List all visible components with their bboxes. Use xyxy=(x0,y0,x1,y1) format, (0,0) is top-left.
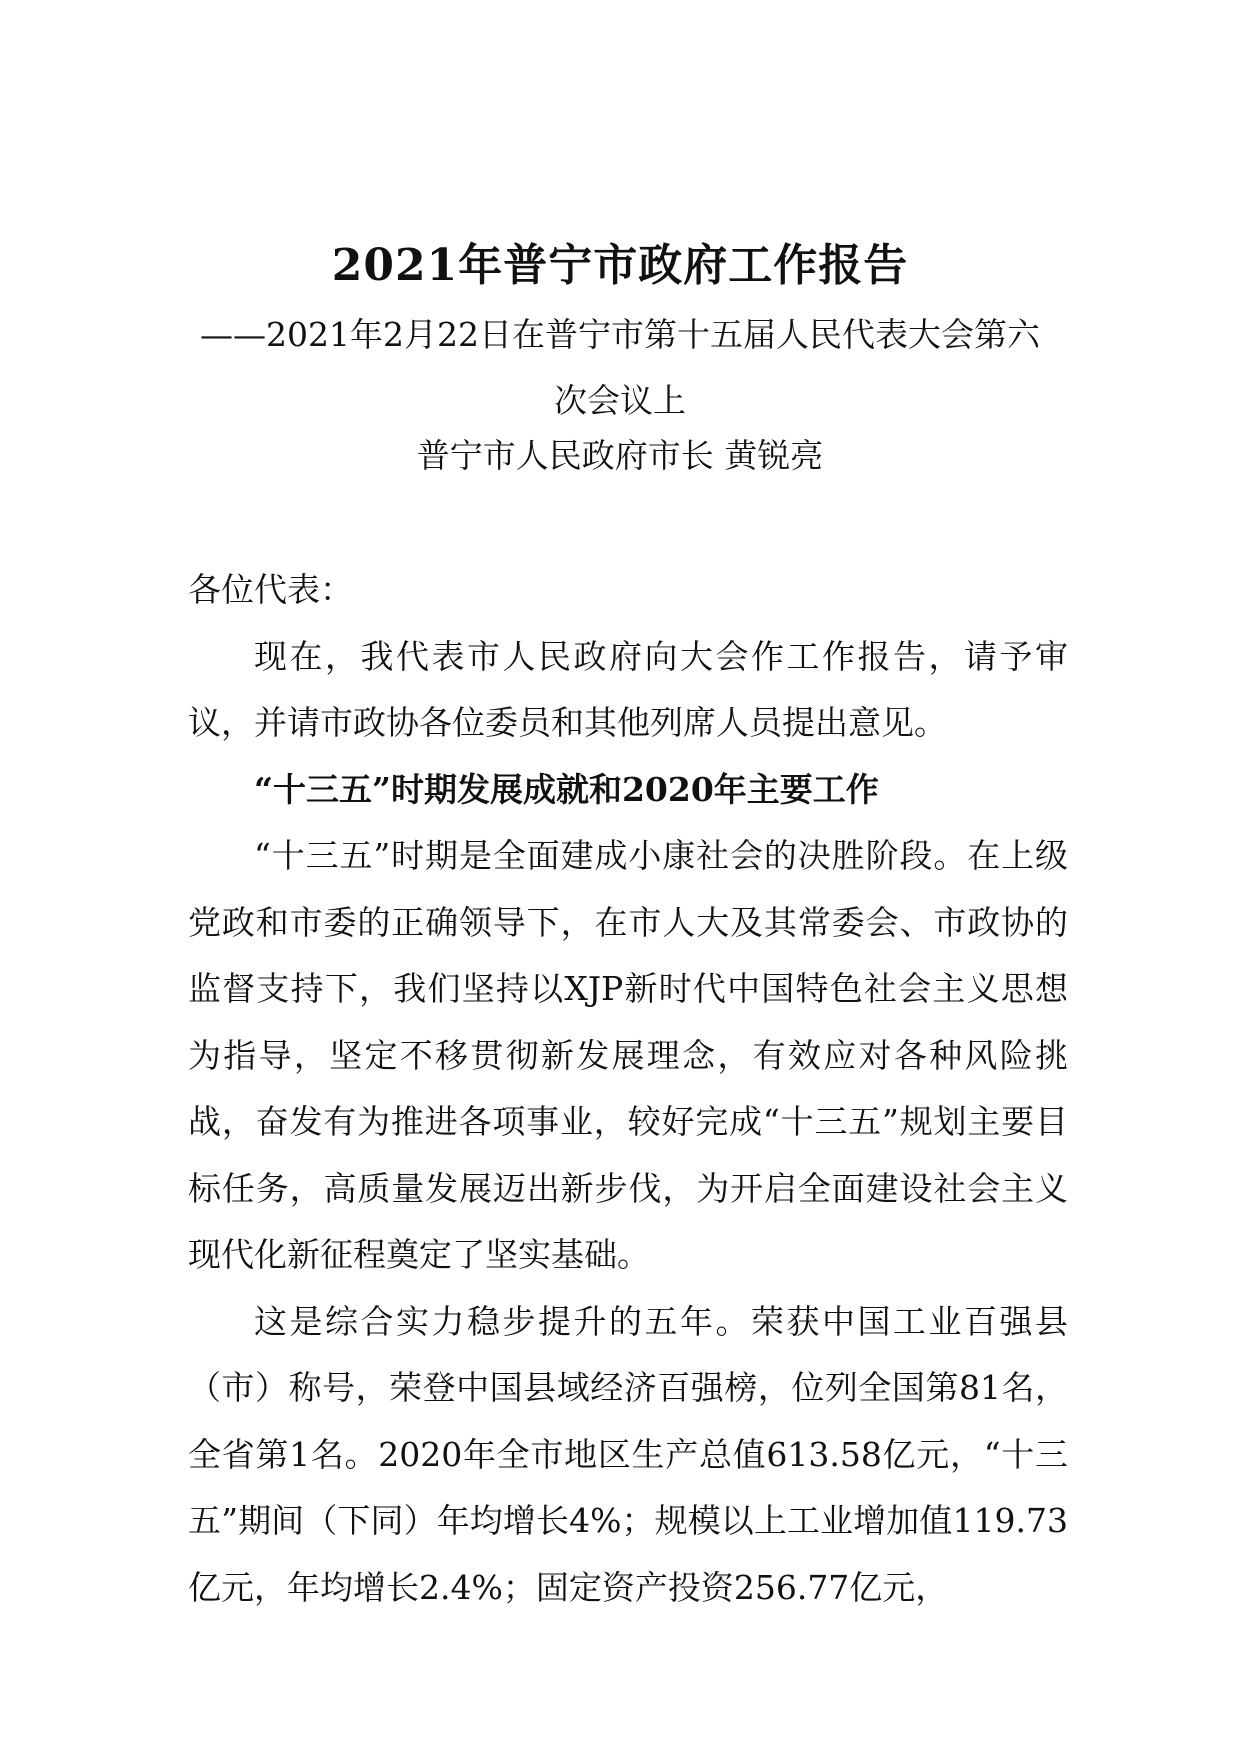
salutation: 各位代表： xyxy=(188,570,353,609)
document-author: 普宁市人民政府市长 黄锐亮 xyxy=(416,436,824,475)
document-title: 2021年普宁市政府工作报告 xyxy=(331,240,909,291)
document-subtitle: ——2021年2月22日在普宁市第十五届人民代表大会第六次会议上 xyxy=(200,315,1040,420)
paragraph-economy: 这是综合实力稳步提升的五年。荣获中国工业百强县（市）称号，荣登中国县域经济百强榜，位列全国第81名，全省第1名。2020年全市地区生产总值613.58亿元，“十三五”期间（下同）年均增长4%；规模以上工业增加值119.73亿元，年均增长2.4%；固定资产投资256.77亿元， xyxy=(188,1301,1068,1607)
document-body xyxy=(188,557,1068,1621)
paragraph-overview: “十三五”时期是全面建成小康社会的决胜阶段。在上级党政和市委的正确领导下，在市人大及其常委会、市政协的监督支持下，我们坚持以XJP新时代中国特色社会主义思想为指导，坚定不移贯彻新发展理念，有效应对各种风险挑战，奋发有为推进各项事业，较好完成“十三五”规划主要目标任务，高质量发展迈出新步伐，为开启全面建设社会主义现代化新征程奠定了坚实基础。 xyxy=(188,836,1068,1274)
paragraph-intro: 现在，我代表市人民政府向大会作工作报告，请予审议，并请市政协各位委员和其他列席人员提出意见。 xyxy=(188,636,1068,742)
section-heading: “十三五”时期发展成就和2020年主要工作 xyxy=(254,769,879,809)
